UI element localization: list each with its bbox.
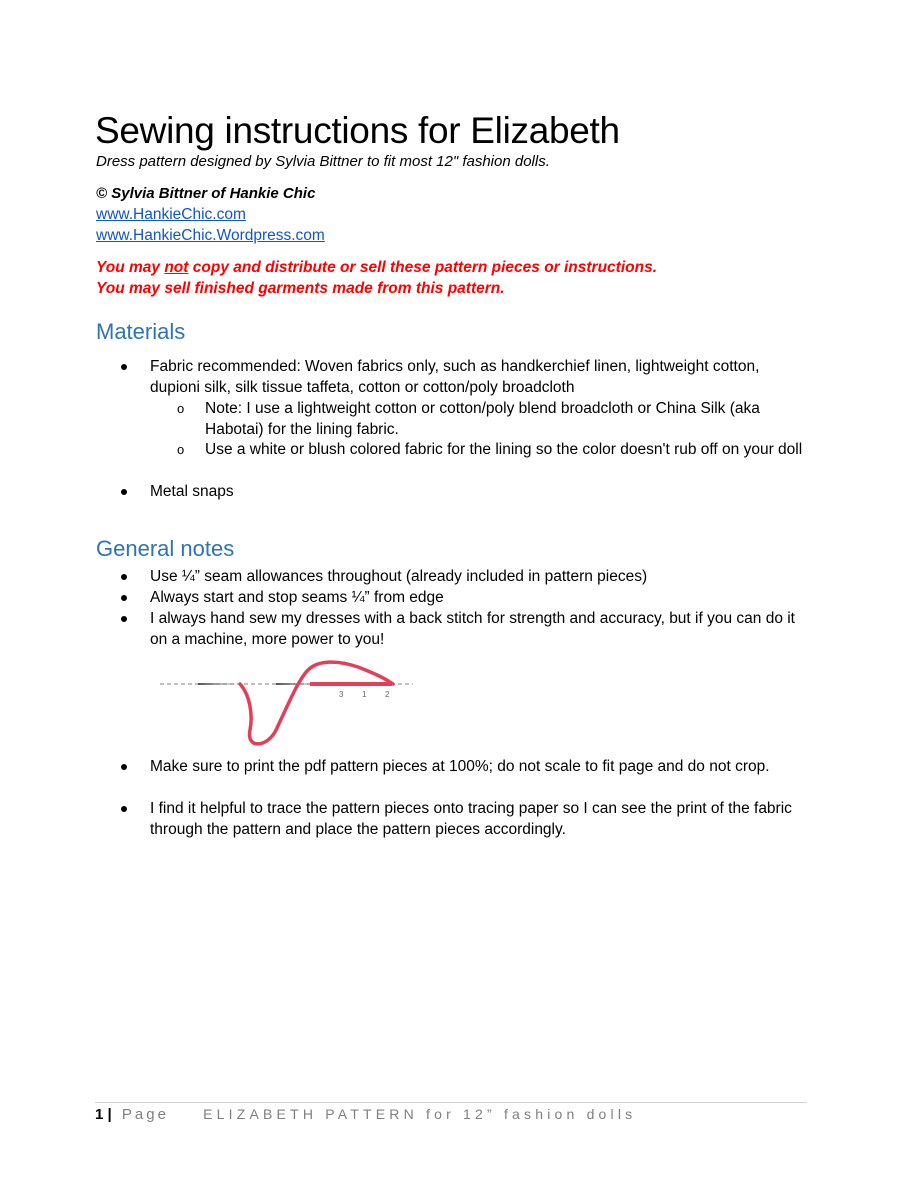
footer-divider [95,1102,807,1103]
bullet-icon [121,595,129,603]
stitch-label: 1 [362,690,367,699]
footer-title: ELIZABETH PATTERN for 12” fashion dolls [203,1106,637,1122]
warning-text-after: copy and distribute or sell these pattern pieces or instructions. [188,259,658,276]
general-notes-heading: General notes [96,536,235,561]
sell-permission: You may sell finished garments made from this pattern. [96,280,505,297]
page-label: Page [121,1106,169,1123]
list-item-text: Metal snaps [150,483,234,500]
subtitle: Dress pattern designed by Sylvia Bittner to fit most 12" fashion dolls. [96,153,550,170]
back-stitch-diagram [158,655,418,750]
page-footer [95,1106,636,1123]
bullet-icon [121,764,129,772]
website-link[interactable]: www.HankieChic.com [96,206,246,223]
needle-left-icon [198,683,240,685]
list-item-text: Fabric recommended: Woven fabrics only, such as handkerchief linen, lightweight cotton, dupioni silk, silk tissue taffeta, cotton or cotton/poly broadcloth [150,358,760,396]
copy-warning [96,259,657,277]
copyright-line: © Sylvia Bittner of Hankie Chic [96,185,316,202]
bullet-icon [121,616,129,624]
bullet-icon [121,489,129,497]
list-item-text: Use a white or blush colored fabric for the lining so the color doesn't rub off on your doll [205,441,803,458]
footer-separator: | [107,1106,112,1123]
list-item-text: I find it helpful to trace the pattern pieces onto tracing paper so I can see the print of the fabric through the pattern and place the pattern pieces accordingly. [150,800,792,838]
warning-underlined-word: not [164,259,189,276]
materials-heading: Materials [96,319,186,344]
stitch-label: 2 [385,690,390,699]
list-item-text: Always start and stop seams ¼” from edge [150,589,444,606]
circle-bullet-icon: o [177,442,185,457]
page-title: Sewing instructions for Elizabeth [95,110,620,151]
bullet-icon [121,574,129,582]
thread-loop [240,662,393,744]
stitch-segment [310,682,392,686]
warning-text-before: You may [96,259,165,276]
list-item-text: I always hand sew my dresses with a back stitch for strength and accuracy, but if you can do it on a machine, more power to you! [150,610,795,648]
blog-link[interactable]: www.HankieChic.Wordpress.com [96,227,325,244]
list-item-text: Use ¼” seam allowances throughout (already included in pattern pieces) [150,568,648,585]
page-number: 1 [95,1106,104,1123]
stitch-label: 3 [339,690,344,699]
bullet-icon [121,364,129,372]
circle-bullet-icon: o [177,401,185,416]
list-item-text: Note: I use a lightweight cotton or cotton/poly blend broadcloth or China Silk (aka Habotai) for the lining fabric. [205,400,760,438]
list-item-text: Make sure to print the pdf pattern pieces at 100%; do not scale to fit page and do not crop. [150,758,770,775]
bullet-icon [121,806,129,814]
